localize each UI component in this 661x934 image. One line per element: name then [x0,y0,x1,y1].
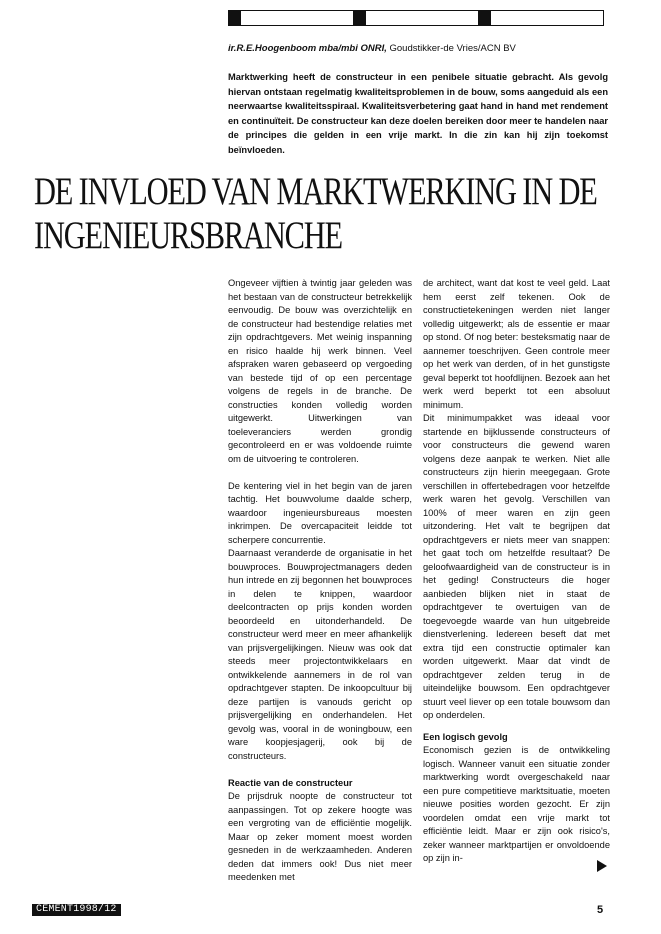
page-number: 5 [597,904,604,916]
author-affiliation: Goudstikker-de Vries/ACN BV [386,43,516,54]
paragraph: de architect, want dat kost te veel geld. Laat hem eerst zelf tekenen. Ook de constructietekeningen werden niet langer volledig uitgewerkt; als de essentie er maar op stond. Of nog beter: besteksmatig naar de aannemer toeschrijven. Geen controle meer op het werk van derden, of in het gunstigste geval beperkt tot hoofdlijnen. Bezoek aan het werk werd beperkt tot een absoluut minimum. [423,278,610,410]
paragraph: Daarnaast veranderde de organisatie in het bouwproces. Bouwprojectmanagers deden hun intrede en zij begonnen het bouwproces in delen te knippen, waardoor deelcontracten op prijs konden worden beoordeeld en uitonderhandeld. De constructeur werd meer en meer afhankelijk van prijsvergelijkingen. Nieuw was ook dat steeds meer projectontwikkelaars en ontwikkelende aannemers in de rol van opdrachtgever stapten. De inkoopcultuur bij deze partijen is vanouds gericht op prijsvergelijking en onderhandelen. Het gevolg was, vooral in de woningbouw, een ware koopjesjagerij, ook bij de constructeurs. [228,548,412,761]
article-headline [34,170,597,258]
headline-line-2: INGENIEURSBRANCHE [34,214,342,257]
paragraph: Economisch gezien is de ontwikkeling logisch. Wanneer vanuit een situatie zonder marktwerking wordt overgeschakeld naar een pure competitieve marktsituatie, moeten nieuwe posities worden gezocht. Er zijn voordelen omdat een vrije markt tot efficiëntie leidt. Maar er zijn ook risico's, zeker wanneer marktpartijen er onvoldoende op zijn in- [423,745,610,863]
paragraph: De prijsdruk noopte de constructeur tot aanpassingen. Tot op zekere hoogte was een vergroting van de efficiëntie mogelijk. Maar op zeker moment moest worden gesneden in de werkzaamheden. Anderen deden dat immers ook! Dus niet meer meedenken met [228,791,412,882]
paragraph: Dit minimumpakket was ideaal voor startende en bijklussende constructeurs of voor constructeurs die gewend waren volgens deze aanpak te werken. Niet alle constructeurs zijn hierin meegegaan. Grote verschillen in offertebedragen voor hetzelfde werk waren het gevolg. Verschillen van 100% of meer waren en zijn geen uitzondering. Het valt te begrijpen dat opdrachtgevers er niets meer van snappen: het gaat toch om hetzelfde resultaat? De geloofwaardigheid van de constructeur is in het geding! Constructeurs die hoger aanbieden blijken niet in staat de opdrachtgever te overtuigen van de toegevoegde waarde van hun uitgebreide dienstverlening. Iedereen beseft dat met extra tijd een constructie optimaler kan worden uitgewerkt. Maar dat vindt de opdrachtgever zelden terug in de uiteindelijke bouwsom. Een opdrachtgever stuurt veel liever op een totale bouwsom dan op onderdelen. [423,413,610,720]
header-bar-segment [479,11,603,25]
header-bar-block [354,11,366,25]
text-column-2 [423,277,610,866]
header-bar-block [229,11,241,25]
paragraph: Ongeveer vijftien à twintig jaar geleden was het bestaan van de constructeur betrekkelijk eenvoudig. De bouw was overzichtelijk en de constructeur had bestendige relaties met zijn opdrachtgevers. Met weinig inspanning en risico haalde hij werk binnen. Veel afspraken waren gebaseerd op vergoeding van bestede tijd of op een percentage volgens de regels in de branche. De constructies konden volledig worden uitgewerkt. Uitwerkingen van toeleveranciers werden grondig gecontroleerd en er was voldoende ruimte om de uitvoering te controleren. [228,278,412,464]
headline-line-1: DE INVLOED VAN MARKTWERKING IN DE [34,170,597,213]
header-bar [228,10,604,26]
header-bar-segment [354,11,479,25]
header-bar-block [479,11,491,25]
section-heading: Reactie van de constructeur [228,777,353,788]
section-heading: Een logisch gevolg [423,731,508,742]
intro-paragraph: Marktwerking heeft de constructeur in een penibele situatie gebracht. Als gevolg hiervan ontstaan regelmatig kwaliteitsproblemen in de bouw, soms aangeduid als een neerwaartse kwaliteitsspiraal. Kwaliteitsverbetering gaat hand in hand met rendement en continuïteit. De constructeur kan deze doelen bereiken door meer te handelen naar de principes die gelden in een vrije markt. In die zin kan hij zijn toekomst beïnvloeden. [228,72,608,155]
header-bar-segment [229,11,354,25]
publication-label: CEMENT1998/12 [32,904,121,916]
byline [228,43,608,55]
paragraph: De kentering viel in het begin van de jaren tachtig. Het bouwvolume daalde scherp, waardoor ingenieursbureaus moesten inkrimpen. De overcapaciteit leidde tot scherpere concurrentie. [228,480,412,545]
text-column-1 [228,277,412,885]
author-name: ir.R.E.Hoogenboom mba/mbi ONRI, [228,43,387,54]
continue-arrow-icon [597,860,607,872]
